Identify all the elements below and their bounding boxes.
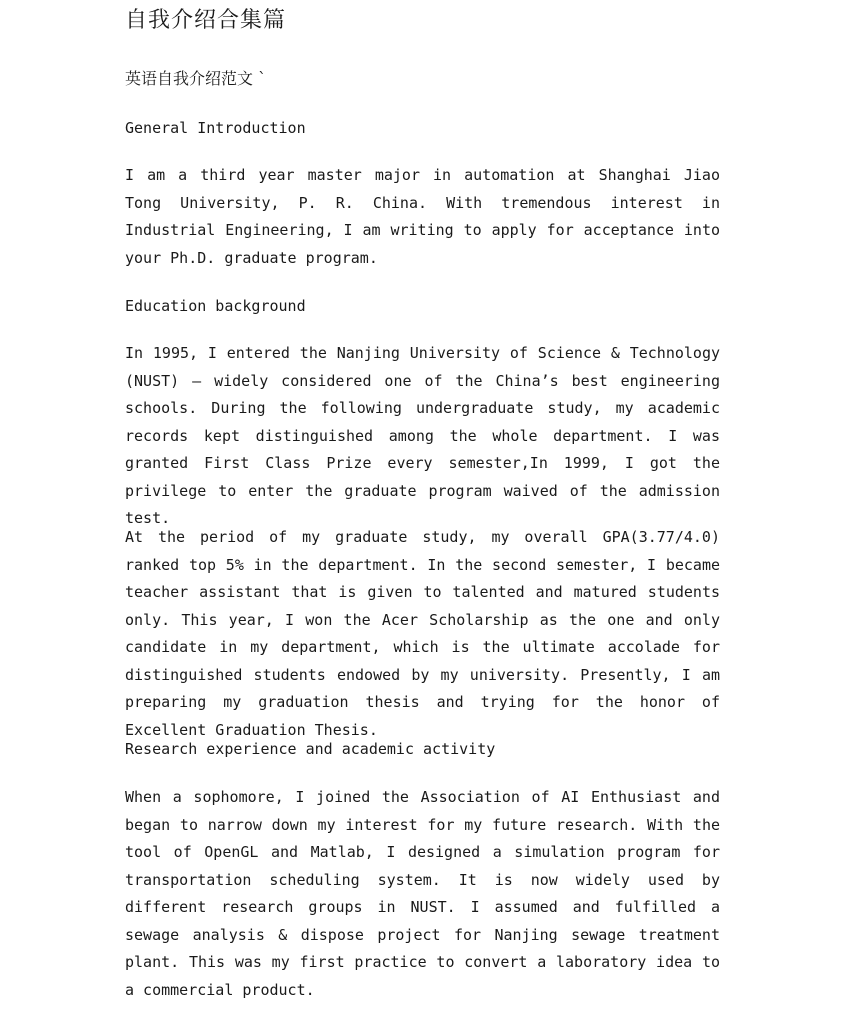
paragraph-education-graduate: At the period of my graduate study, my overall GPA(3.77/4.0) ranked top 5% in the department. In the second semester, I became teacher assistant that is given to talented and matured students only. This year, I won the Acer Scholarship as the one and only candidate in my department, which is the ultimate accolade for distinguished students endowed by my university. Presently, I am preparing my graduation thesis and trying for the honor of Excellent Graduation Thesis. xyxy=(125,528,720,739)
document-subtitle: 英语自我介绍范文 ` xyxy=(125,69,267,88)
paragraph-research-experience: When a sophomore, I joined the Association of AI Enthusiast and began to narrow down my interest for my future research. With the tool of OpenGL and Matlab, I designed a simulation program for transportation scheduling system. It is now widely used by different research groups in NUST. I assumed and fulfilled a sewage analysis & dispose project for Nanjing sewage treatment plant. This was my first practice to convert a laboratory idea to a commercial product. xyxy=(125,788,720,999)
paragraph-general-introduction: I am a third year master major in automation at Shanghai Jiao Tong University, P. R. China. With tremendous interest in Industrial Engineering, I am writing to apply for acceptance into your Ph.D. graduate program. xyxy=(125,166,720,267)
paragraph-education-undergraduate: In 1995, I entered the Nanjing University of Science & Technology (NUST) — widely considered one of the China’s best engineering schools. During the following undergraduate study, my academic records kept distinguished among the whole department. I was granted First Class Prize every semester,In 1999, I got the privilege to enter the graduate program waived of the admission test. xyxy=(125,344,720,527)
section-heading-education-background: Education background xyxy=(125,297,306,315)
section-heading-research-experience: Research experience and academic activity xyxy=(125,740,496,758)
section-heading-general-introduction: General Introduction xyxy=(125,119,306,137)
document-title: 自我介绍合集篇 xyxy=(125,8,287,33)
